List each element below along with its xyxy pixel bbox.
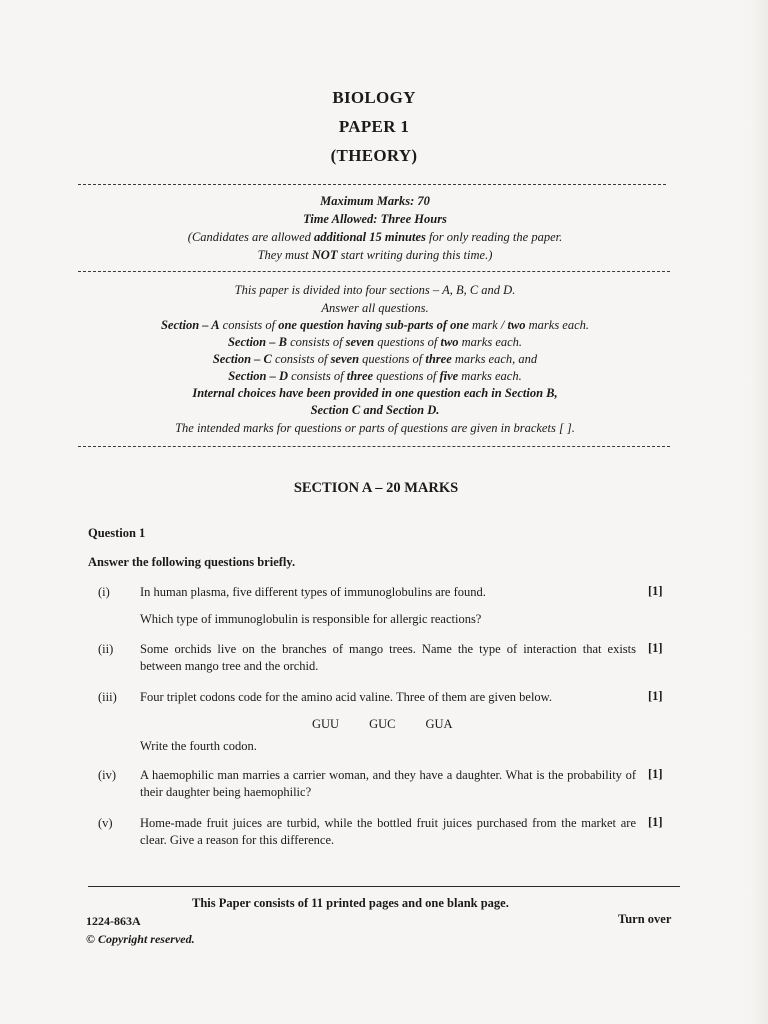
instruction-section-c: Section – C consists of seven questions of three marks each, and — [212, 352, 538, 366]
instruction-internal-choice-cont: Section C and Section D. — [310, 403, 440, 417]
question-text-cont: Which type of immunoglobulin is responsible for allergic reactions? — [140, 612, 482, 626]
copyright: © Copyright reserved. — [86, 932, 195, 946]
footer-divider — [88, 886, 680, 887]
question-mark: [1] — [648, 689, 663, 703]
question-number: (iii) — [98, 690, 117, 704]
page-count-note: This Paper consists of 11 printed pages and one blank page. — [192, 896, 509, 910]
question-label: Question 1 — [88, 526, 146, 540]
instruction-section-b: Section – B consists of seven questions of two marks each. — [227, 335, 523, 349]
codon: GUC — [369, 717, 396, 731]
instruction-marks-brackets: The intended marks for questions or parts of questions are given in brackets [ ]. — [175, 421, 575, 435]
codon-list — [312, 717, 453, 732]
time-allowed: Time Allowed: Three Hours — [303, 212, 447, 226]
instruction-internal-choice: Internal choices have been provided in one question each in Section B, — [192, 386, 558, 400]
writing-restriction-note: They must NOT start writing during this time.) — [257, 248, 493, 262]
instruction-section-a: Section – A consists of one question having sub-parts of one mark / two marks each. — [160, 318, 590, 332]
paper-type: (THEORY) — [330, 146, 418, 165]
subject-title: BIOLOGY — [332, 88, 416, 107]
page-edge-shadow — [750, 0, 768, 1024]
section-heading: SECTION A – 20 MARKS — [293, 480, 459, 496]
question-mark: [1] — [648, 815, 663, 829]
codon: GUA — [425, 717, 453, 731]
reading-time-note: (Candidates are allowed additional 15 minutes for only reading the paper. — [187, 230, 563, 244]
question-instruction: Answer the following questions briefly. — [88, 555, 296, 569]
turn-over: Turn over — [618, 912, 672, 926]
codon: GUU — [312, 717, 340, 731]
question-text: Home-made fruit juices are turbid, while the bottled fruit juices purchased from the market are clear. Give a reason for this difference. — [140, 816, 636, 847]
instruction-sections: This paper is divided into four sections – A, B, C and D. — [234, 283, 516, 297]
question-number: (iv) — [98, 768, 117, 782]
question-text: In human plasma, five different types of immunoglobulins are found. — [140, 585, 486, 599]
paper-code: 1224-863A — [86, 914, 141, 928]
question-number: (v) — [98, 816, 113, 830]
instruction-section-d: Section – D consists of three questions of five marks each. — [228, 369, 522, 383]
paper-title: PAPER 1 — [338, 117, 410, 136]
max-marks: Maximum Marks: 70 — [320, 194, 430, 208]
question-mark: [1] — [648, 767, 663, 781]
question-number: (i) — [98, 585, 110, 599]
question-text: A haemophilic man marries a carrier woman, and they have a daughter. What is the probability of their daughter being haemophilic? — [140, 768, 636, 799]
question-text: Four triplet codons code for the amino acid valine. Three of them are given below. — [140, 690, 553, 704]
question-mark: [1] — [648, 584, 663, 598]
instruction-answer-all: Answer all questions. — [321, 301, 429, 315]
question-number: (ii) — [98, 642, 114, 656]
question-text-cont: Write the fourth codon. — [140, 739, 257, 753]
divider-top — [78, 184, 666, 185]
question-text: Some orchids live on the branches of mango trees. Name the type of interaction that exists between mango tree and the orchid. — [140, 642, 636, 673]
question-mark: [1] — [648, 641, 663, 655]
divider-bottom — [78, 446, 670, 447]
divider-middle — [78, 271, 670, 272]
